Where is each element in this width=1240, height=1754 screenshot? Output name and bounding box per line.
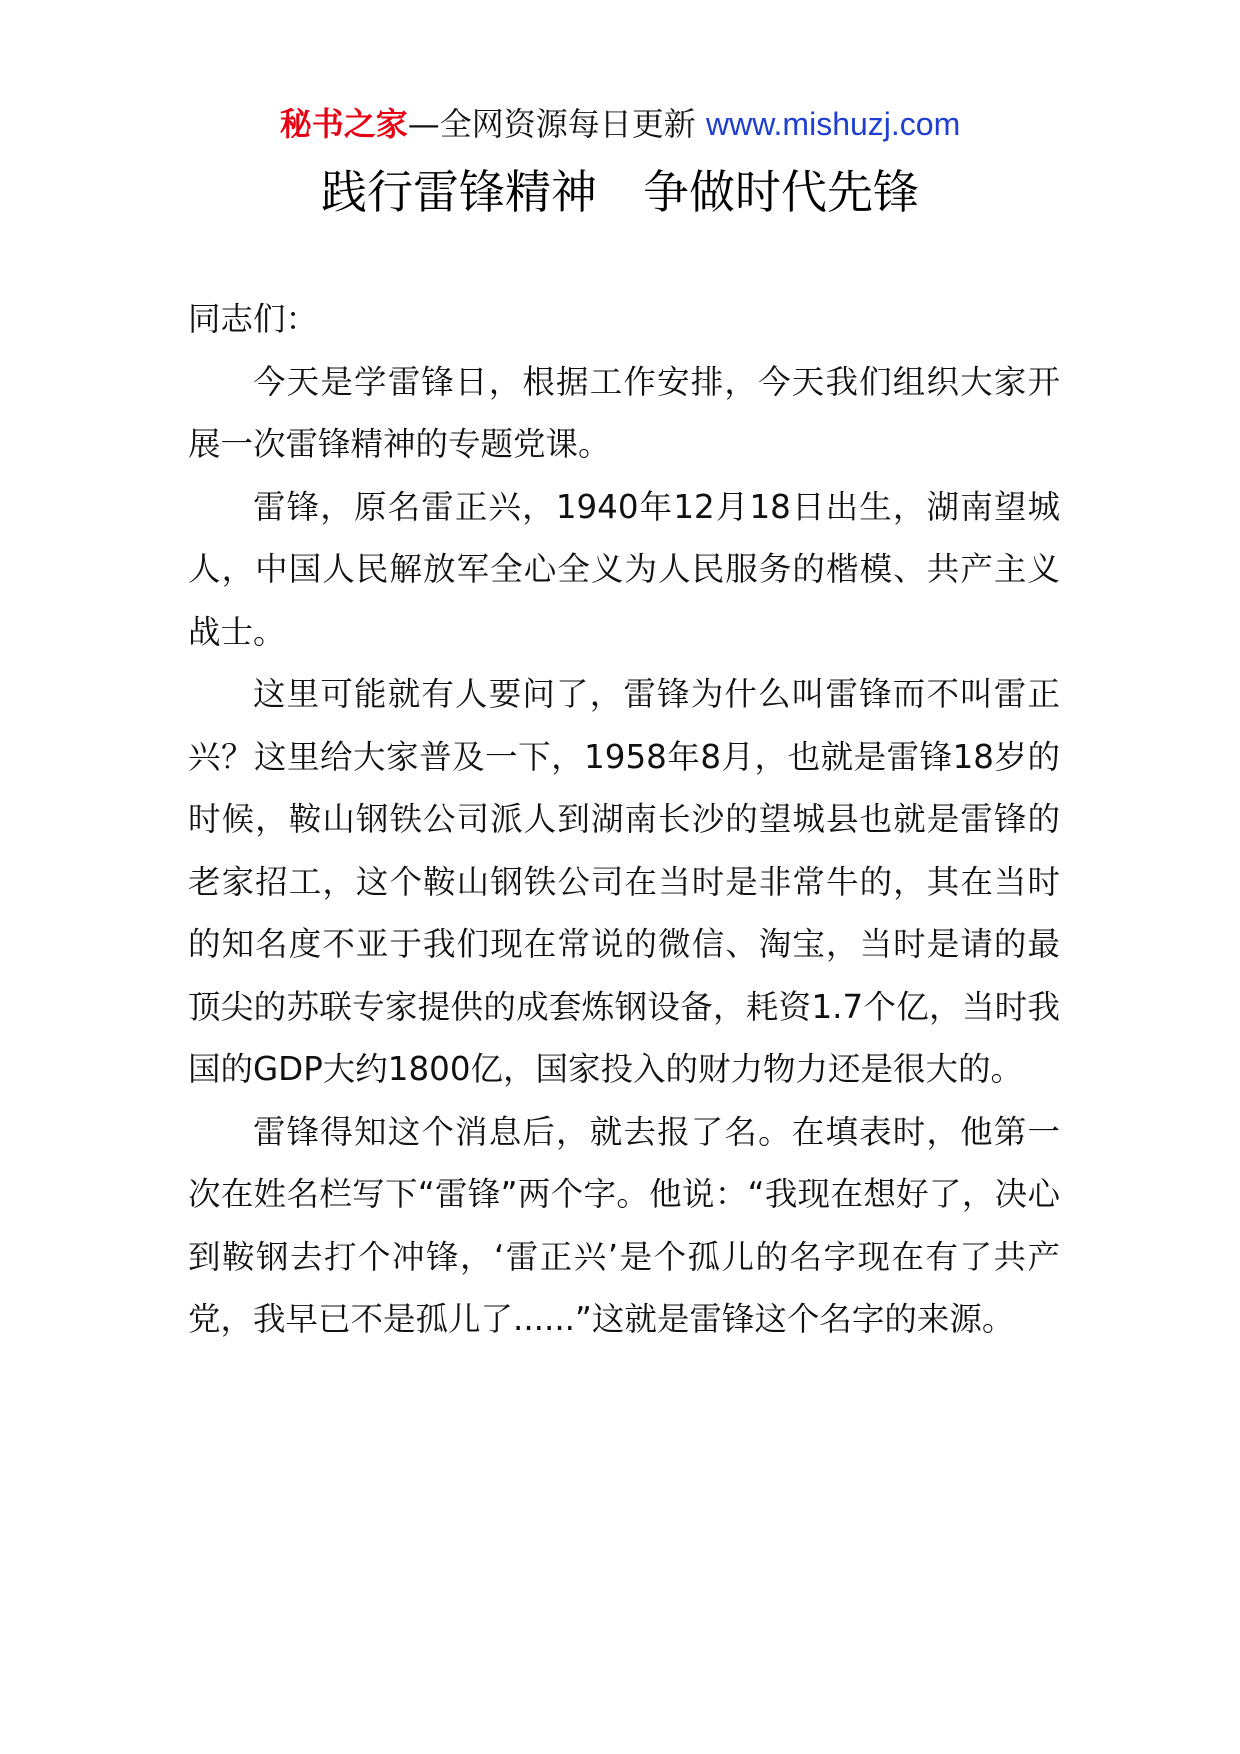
document-body xyxy=(188,288,1060,1351)
paragraph-3: 这里可能就有人要问了，雷锋为什么叫雷锋而不叫雷正兴？这里给大家普及一下，1958年8月，也就是雷锋18岁的时候，鞍山钢铁公司派人到湖南长沙的望城县也就是雷锋的老家招工，这个鞍山钢铁公司在当时是非常牛的，其在当时的知名度不亚于我们现在常说的微信、淘宝，当时是请的最顶尖的苏联专家提供的成套炼钢设备，耗资1.7个亿，当时我国的GDP大约1800亿，国家投入的财力物力还是很大的。 xyxy=(188,675,1060,1088)
paragraph-2: 雷锋，原名雷正兴，1940年12月18日出生，湖南望城人，中国人民解放军全心全义为人民服务的楷模、共产主义战士。 xyxy=(188,487,1060,651)
document-title: 践行雷锋精神 争做时代先锋 xyxy=(321,165,919,219)
brand-name: 秘书之家 xyxy=(279,105,408,143)
site-url-link[interactable]: www.mishuzj.com xyxy=(705,106,961,142)
banner-tagline: —全网资源每日更新 xyxy=(407,105,696,143)
paragraph-4: 雷锋得知这个消息后，就去报了名。在填表时，他第一次在姓名栏写下“雷锋”两个字。他说：“我现在想好了，决心到鞍钢去打个冲锋，‘雷正兴’是个孤儿的名字现在有了共产党，我早已不是孤儿了......”这就是雷锋这个名字的来源。 xyxy=(188,1112,1060,1338)
salutation: 同志们： xyxy=(188,300,319,338)
site-banner xyxy=(0,100,1240,148)
paragraph-1: 今天是学雷锋日，根据工作安排，今天我们组织大家开展一次雷锋精神的专题党课。 xyxy=(188,362,1060,463)
